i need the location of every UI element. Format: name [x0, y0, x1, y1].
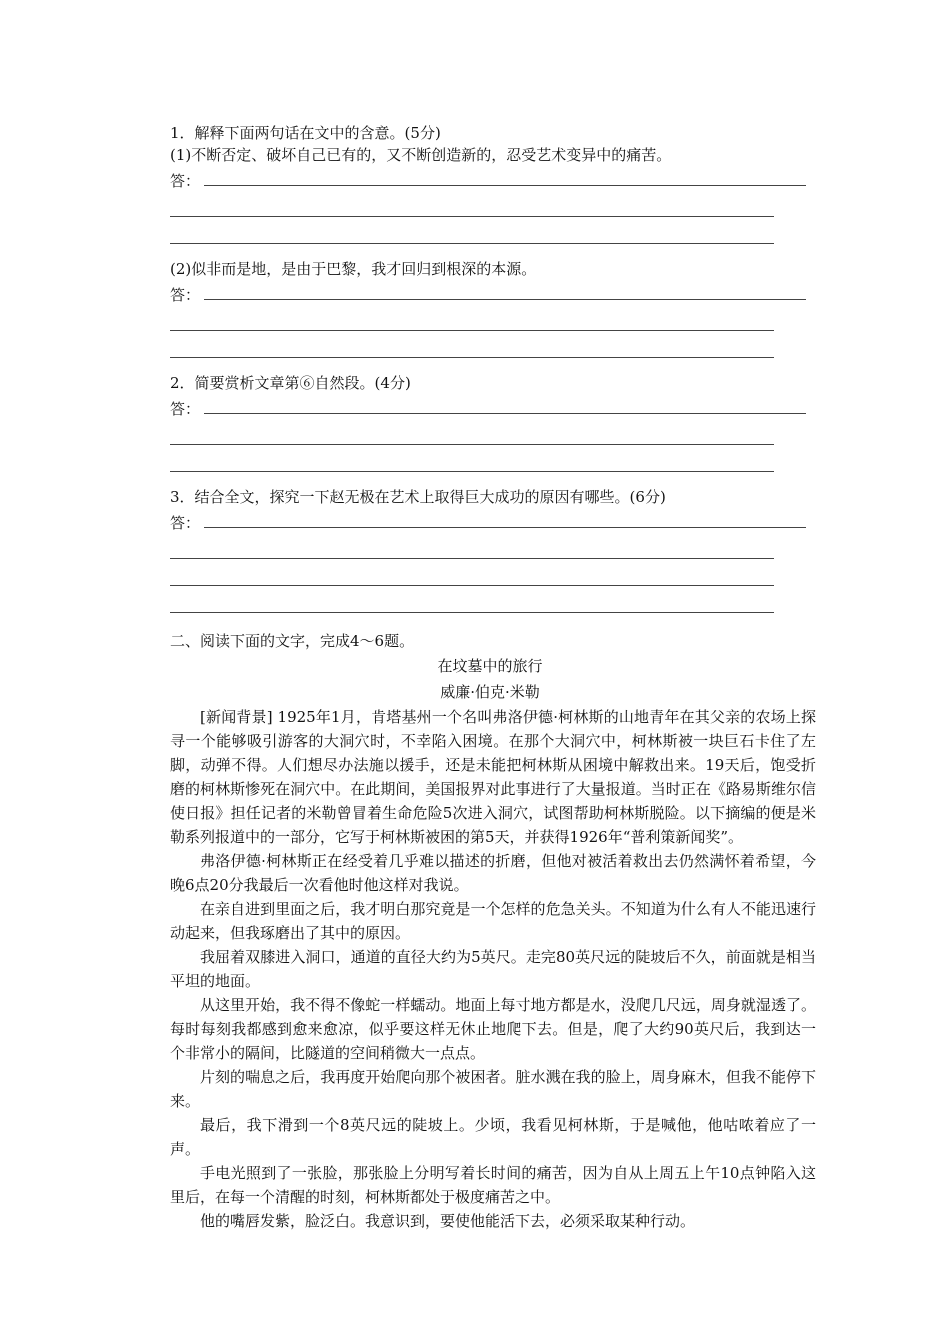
question-1-part-1: (1)不断否定、破坏自己已有的，又不断创造新的，忍受艺术变异中的痛苦。: [170, 146, 672, 164]
answer-line[interactable]: [170, 536, 774, 559]
question-3: [170, 486, 820, 613]
article-paragraph: 最后，我下滑到一个8英尺远的陡坡上。少顷，我看见柯林斯，于是喊他，他咕哝着应了一声。: [170, 1116, 816, 1158]
article-paragraph: 片刻的喘息之后，我再度开始爬向那个被困者。脏水溅在我的脸上，周身麻木，但我不能停下来。: [170, 1068, 816, 1110]
answer-label: 答：: [170, 400, 201, 418]
article-paragraph: 在亲自进到里面之后，我才明白那究竟是一个怎样的危急关头。不知道为什么有人不能迅速行动起来，但我琢磨出了其中的原因。: [170, 900, 816, 942]
answer-line[interactable]: [170, 221, 774, 244]
answer-line[interactable]: [204, 185, 806, 186]
answer-row: [170, 396, 820, 418]
worksheet-page: [170, 122, 820, 1233]
answer-line[interactable]: [204, 413, 806, 414]
answer-row: [170, 510, 820, 532]
article-paragraph: 从这里开始，我不得不像蛇一样蠕动。地面上每寸地方都是水，没爬几尺远，周身就湿透了。每时每刻我都感到愈来愈凉，似乎要这样无休止地爬下去。但是，爬了大约90英尺后，我到达一个非常小的隔间，比隧道的空间稍微大一点点。: [170, 996, 816, 1062]
answer-row: [170, 282, 820, 304]
article-title: 在坟墓中的旅行: [437, 657, 543, 675]
question-2-title: 2．简要赏析文章第⑥自然段。(4分): [170, 374, 411, 392]
article-paragraph: [新闻背景] 1925年1月，肯塔基州一个名叫弗洛伊德·柯林斯的山地青年在其父亲的农场上探寻一个能够吸引游客的大洞穴时，不幸陷入困境。在那个大洞穴中，柯林斯被一块巨石卡住了左脚，动弹不得。人们想尽办法施以援手，还是未能把柯林斯从困境中解救出来。19天后，饱受折磨的柯林斯惨死在洞穴中。在此期间，美国报界对此事进行了大量报道。当时正在《路易斯维尔信使日报》担任记者的米勒曾冒着生命危险5次进入洞穴，试图帮助柯林斯脱险。以下摘编的便是米勒系列报道中的一部分，它写于柯林斯被困的第5天，并获得1926年“普利策新闻奖”。: [170, 708, 816, 846]
question-1-part-2: (2)似非而是地，是由于巴黎，我才回归到根深的本源。: [170, 260, 537, 278]
section-2-heading: 二、阅读下面的文字，完成4～6题。: [170, 632, 415, 650]
answer-label: 答：: [170, 172, 201, 190]
article-author: 威廉·伯克·米勒: [440, 683, 540, 701]
question-3-title: 3．结合全文，探究一下赵无极在艺术上取得巨大成功的原因有哪些。(6分): [170, 488, 666, 506]
answer-line[interactable]: [170, 449, 774, 472]
answer-line[interactable]: [170, 194, 774, 217]
answer-label: 答：: [170, 514, 201, 532]
article-paragraph: 弗洛伊德·柯林斯正在经受着几乎难以描述的折磨，但他对被活着救出去仍然满怀着希望，今晚6点20分我最后一次看他时他这样对我说。: [170, 852, 816, 894]
answer-line[interactable]: [170, 422, 774, 445]
answer-line[interactable]: [170, 335, 774, 358]
answer-row: [170, 168, 820, 190]
question-1-title: 1．解释下面两句话在文中的含意。(5分): [170, 124, 441, 142]
answer-line[interactable]: [204, 299, 806, 300]
answer-line[interactable]: [170, 308, 774, 331]
question-1: [170, 122, 820, 244]
article-paragraph: 我屈着双膝进入洞口，通道的直径大约为5英尺。走完80英尺远的陡坡后不久，前面就是相当平坦的地面。: [170, 948, 816, 990]
question-1-part-2-block: [170, 258, 820, 358]
answer-line[interactable]: [170, 590, 774, 613]
answer-line[interactable]: [204, 527, 806, 528]
answer-label: 答：: [170, 286, 201, 304]
question-2: [170, 372, 820, 472]
article-paragraph: 他的嘴唇发紫，脸泛白。我意识到，要使他能活下去，必须采取某种行动。: [200, 1212, 696, 1230]
answer-line[interactable]: [170, 563, 774, 586]
article-paragraph: 手电光照到了一张脸，那张脸上分明写着长时间的痛苦，因为自从上周五上午10点钟陷入这里后，在每一个清醒的时刻，柯林斯都处于极度痛苦之中。: [170, 1164, 816, 1206]
